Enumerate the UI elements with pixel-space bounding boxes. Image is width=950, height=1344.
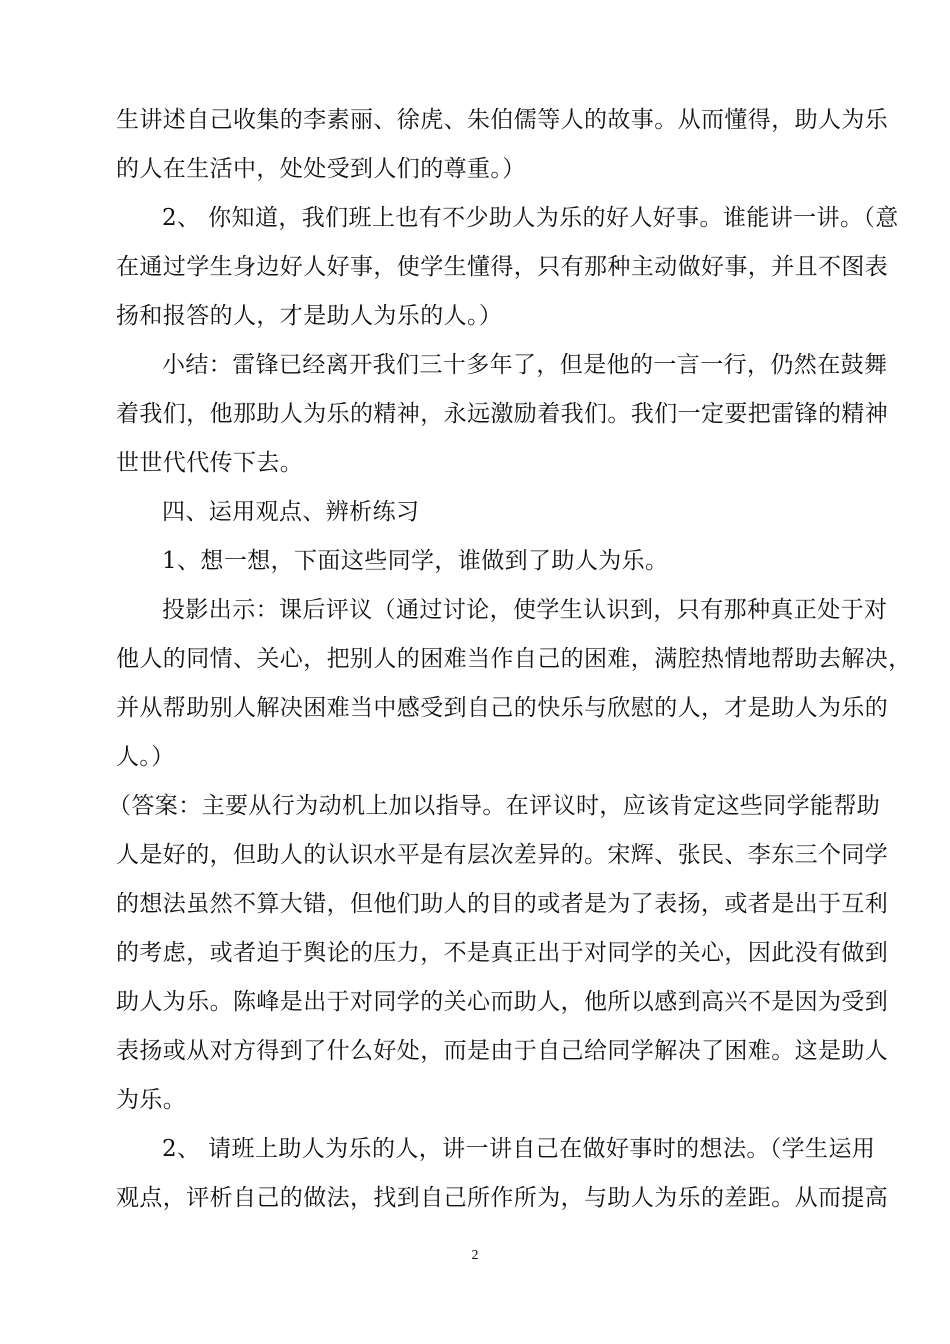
text-line: 人是好的，但助人的认识水平是有层次差异的。宋辉、张民、李东三个同学 <box>116 842 889 868</box>
text-line: 助人为乐。陈峰是出于对同学的关心而助人，他所以感到高兴不是因为受到 <box>116 989 889 1015</box>
document-body <box>108 96 912 1223</box>
page-number: 2 <box>471 1248 479 1263</box>
text-line: 的人在生活中，处处受到人们的尊重。） <box>116 156 526 182</box>
text-line: 人。） <box>116 744 175 770</box>
section-heading: 四、运用观点、辨析练习 <box>162 499 420 525</box>
text-line: 2、 你知道，我们班上也有不少助人为乐的好人好事。谁能讲一讲。（意 <box>162 205 899 231</box>
text-line: 在通过学生身边好人好事，使学生懂得，只有那种主动做好事，并且不图表 <box>116 254 889 280</box>
text-line: 观点，评析自己的做法，找到自己所作所为，与助人为乐的差距。从而提高 <box>116 1185 889 1211</box>
text-line: 世世代代传下去。 <box>116 450 304 476</box>
text-line: 表扬或从对方得到了什么好处，而是由于自己给同学解决了困难。这是助人 <box>116 1038 889 1064</box>
text-line: 的考虑，或者迫于舆论的压力，不是真正出于对同学的关心，因此没有做到 <box>116 940 889 966</box>
text-line: （答案：主要从行为动机上加以指导。在评议时，应该肯定这些同学能帮助 <box>108 793 881 819</box>
text-line: 生讲述自己收集的李素丽、徐虎、朱伯儒等人的故事。从而懂得，助人为乐 <box>116 107 889 133</box>
text-line: 1、想一想，下面这些同学，谁做到了助人为乐。 <box>162 548 669 574</box>
text-line: 并从帮助别人解决困难当中感受到自己的快乐与欣慰的人，才是助人为乐的 <box>116 695 889 721</box>
text-line: 的想法虽然不算大错，但他们助人的目的或者是为了表扬，或者是出于互利 <box>116 891 889 917</box>
text-line: 为乐。 <box>116 1087 187 1113</box>
text-line: 扬和报答的人，才是助人为乐的人。） <box>116 303 503 329</box>
text-line: 2、 请班上助人为乐的人，讲一讲自己在做好事时的想法。（学生运用 <box>162 1136 876 1162</box>
text-line: 小结：雷锋已经离开我们三十多年了，但是他的一言一行，仍然在鼓舞 <box>162 352 888 378</box>
text-line: 他人的同情、关心，把别人的困难当作自己的困难，满腔热情地帮助去解决， <box>116 646 912 672</box>
text-line: 投影出示：课后评议（通过讨论，使学生认识到，只有那种真正处于对 <box>162 597 888 623</box>
text-line: 着我们，他那助人为乐的精神，永远激励着我们。我们一定要把雷锋的精神 <box>116 401 889 427</box>
